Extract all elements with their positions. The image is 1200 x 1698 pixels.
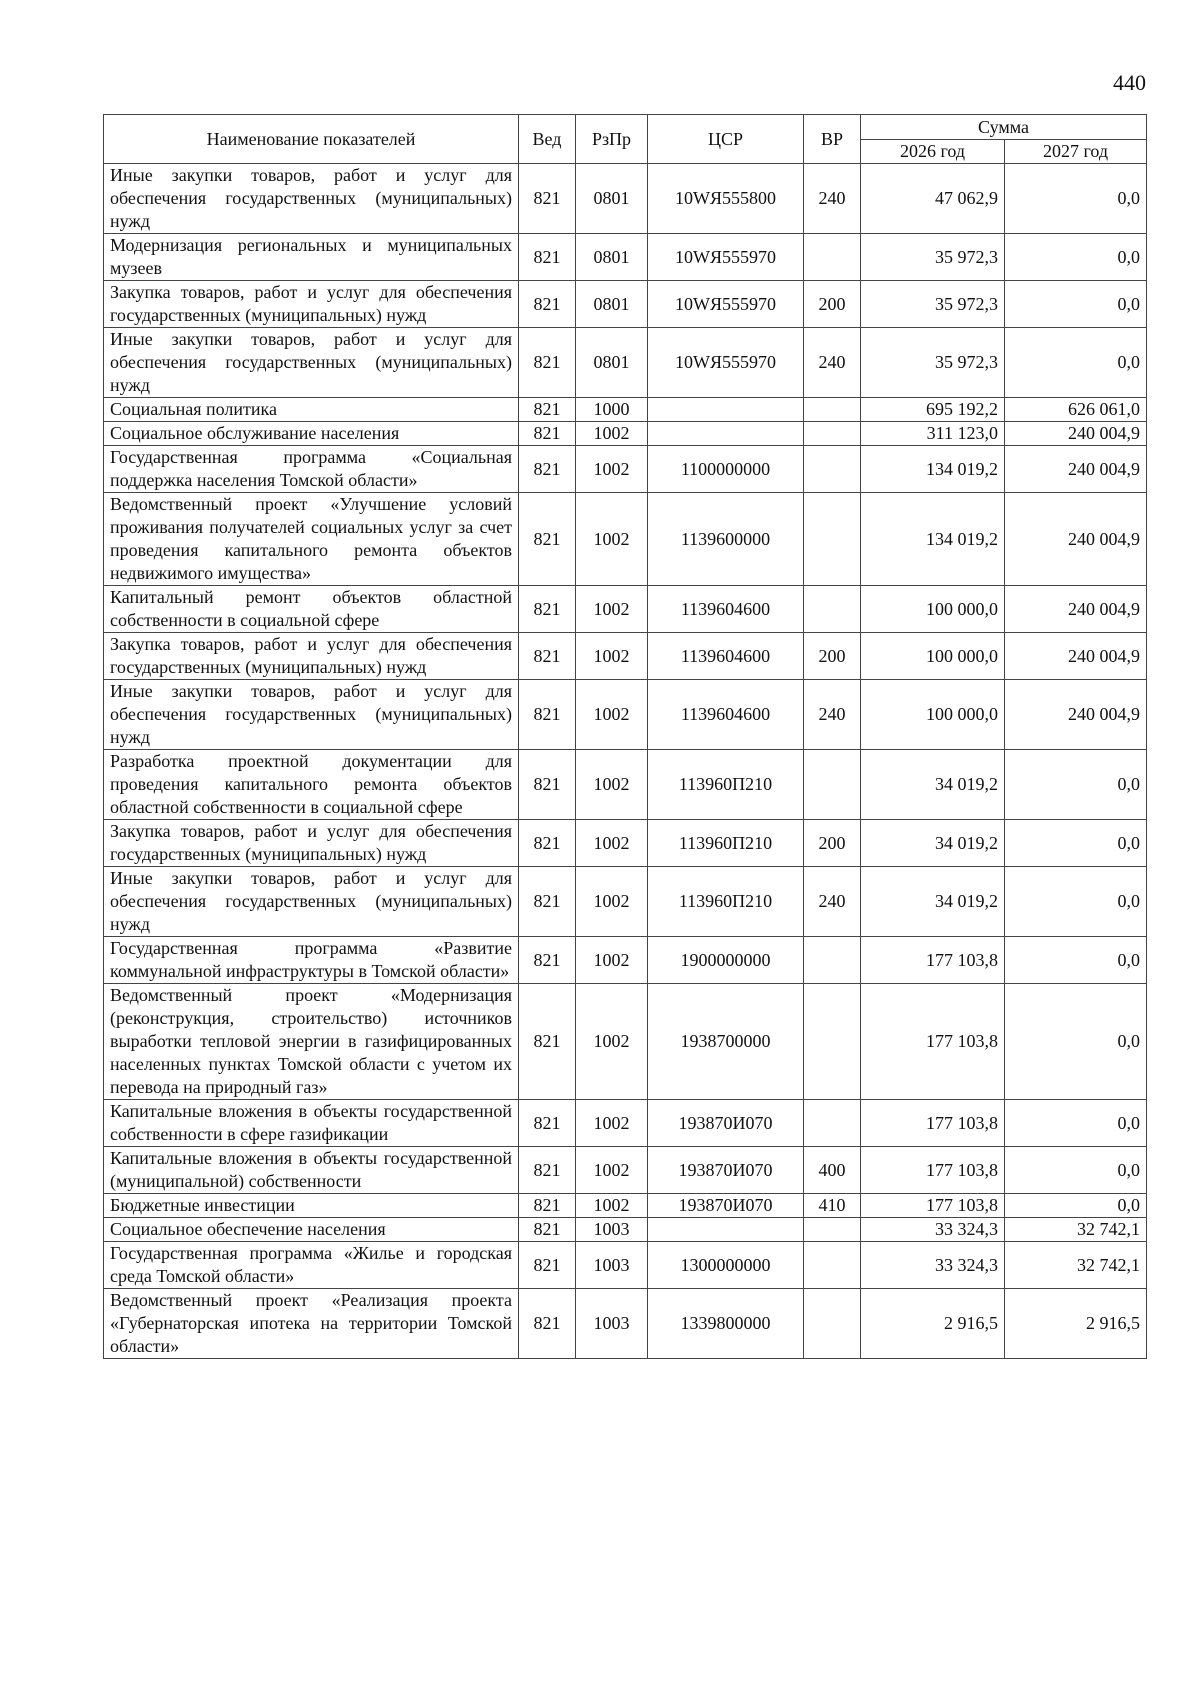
row-vr bbox=[804, 234, 861, 281]
table-row bbox=[104, 680, 1147, 750]
table-row bbox=[104, 1194, 1147, 1218]
row-vr bbox=[804, 398, 861, 422]
row-sum-2026: 47 062,9 bbox=[861, 164, 1005, 234]
row-vr: 200 bbox=[804, 633, 861, 680]
row-vr bbox=[804, 984, 861, 1100]
row-sum-2027: 0,0 bbox=[1005, 820, 1147, 867]
row-vr bbox=[804, 586, 861, 633]
row-ved: 821 bbox=[519, 1242, 576, 1289]
header-rzpr: РзПр bbox=[576, 115, 648, 164]
row-sum-2026: 34 019,2 bbox=[861, 820, 1005, 867]
row-ved: 821 bbox=[519, 328, 576, 398]
table-row bbox=[104, 493, 1147, 586]
row-sum-2027: 2 916,5 bbox=[1005, 1289, 1147, 1359]
row-ved: 821 bbox=[519, 398, 576, 422]
row-vr bbox=[804, 493, 861, 586]
row-csr: 193870И070 bbox=[648, 1194, 804, 1218]
row-sum-2026: 100 000,0 bbox=[861, 680, 1005, 750]
table-row bbox=[104, 234, 1147, 281]
row-rzpr: 0801 bbox=[576, 234, 648, 281]
row-csr: 10WЯ555970 bbox=[648, 234, 804, 281]
row-vr bbox=[804, 937, 861, 984]
row-sum-2026: 177 103,8 bbox=[861, 1100, 1005, 1147]
row-name: Иные закупки товаров, работ и услуг для обеспечения государственных (муниципальных) нужд bbox=[104, 328, 519, 398]
row-name: Разработка проектной документации для проведения капитального ремонта объектов областной собственности в социальной сфере bbox=[104, 750, 519, 820]
row-ved: 821 bbox=[519, 164, 576, 234]
table-row bbox=[104, 984, 1147, 1100]
row-ved: 821 bbox=[519, 446, 576, 493]
row-sum-2026: 2 916,5 bbox=[861, 1289, 1005, 1359]
header-year-2027: 2027 год bbox=[1005, 140, 1147, 164]
row-sum-2027: 0,0 bbox=[1005, 984, 1147, 1100]
row-sum-2027: 32 742,1 bbox=[1005, 1218, 1147, 1242]
row-rzpr: 1002 bbox=[576, 1147, 648, 1194]
row-vr: 400 bbox=[804, 1147, 861, 1194]
row-csr: 1100000000 bbox=[648, 446, 804, 493]
row-rzpr: 1002 bbox=[576, 984, 648, 1100]
row-name: Государственная программа «Социальная поддержка населения Томской области» bbox=[104, 446, 519, 493]
row-sum-2026: 33 324,3 bbox=[861, 1218, 1005, 1242]
row-sum-2026: 35 972,3 bbox=[861, 328, 1005, 398]
row-rzpr: 1002 bbox=[576, 867, 648, 937]
row-rzpr: 0801 bbox=[576, 164, 648, 234]
row-sum-2027: 240 004,9 bbox=[1005, 422, 1147, 446]
row-sum-2026: 177 103,8 bbox=[861, 1194, 1005, 1218]
row-vr: 240 bbox=[804, 164, 861, 234]
row-sum-2026: 34 019,2 bbox=[861, 750, 1005, 820]
row-name: Ведомственный проект «Улучшение условий проживания получателей социальных услуг за счет проведения капитального ремонта объектов недвижимого имущества» bbox=[104, 493, 519, 586]
row-csr: 1339800000 bbox=[648, 1289, 804, 1359]
row-vr bbox=[804, 1242, 861, 1289]
row-vr bbox=[804, 422, 861, 446]
row-vr: 240 bbox=[804, 328, 861, 398]
row-name: Капитальный ремонт объектов областной собственности в социальной сфере bbox=[104, 586, 519, 633]
row-rzpr: 1000 bbox=[576, 398, 648, 422]
row-csr: 1938700000 bbox=[648, 984, 804, 1100]
row-sum-2027: 240 004,9 bbox=[1005, 680, 1147, 750]
row-csr: 1139600000 bbox=[648, 493, 804, 586]
row-csr: 113960П210 bbox=[648, 867, 804, 937]
row-ved: 821 bbox=[519, 281, 576, 328]
row-csr: 193870И070 bbox=[648, 1147, 804, 1194]
row-rzpr: 1002 bbox=[576, 586, 648, 633]
row-ved: 821 bbox=[519, 1147, 576, 1194]
row-sum-2026: 134 019,2 bbox=[861, 493, 1005, 586]
row-sum-2026: 35 972,3 bbox=[861, 234, 1005, 281]
row-sum-2027: 0,0 bbox=[1005, 867, 1147, 937]
row-ved: 821 bbox=[519, 586, 576, 633]
row-sum-2027: 240 004,9 bbox=[1005, 633, 1147, 680]
header-ved: Вед bbox=[519, 115, 576, 164]
row-name: Закупка товаров, работ и услуг для обеспечения государственных (муниципальных) нужд bbox=[104, 633, 519, 680]
row-name: Ведомственный проект «Модернизация (реконструкция, строительство) источников выработки тепловой энергии в газифицированных населенных пунктах Томской области с учетом их перевода на природный газ» bbox=[104, 984, 519, 1100]
row-sum-2026: 34 019,2 bbox=[861, 867, 1005, 937]
row-ved: 821 bbox=[519, 1289, 576, 1359]
row-sum-2027: 240 004,9 bbox=[1005, 446, 1147, 493]
header-sum: Сумма bbox=[861, 115, 1147, 140]
table-body bbox=[104, 164, 1147, 1359]
page-number: 440 bbox=[1113, 70, 1146, 95]
row-ved: 821 bbox=[519, 493, 576, 586]
budget-table bbox=[103, 114, 1147, 1359]
row-sum-2027: 0,0 bbox=[1005, 281, 1147, 328]
row-rzpr: 1002 bbox=[576, 633, 648, 680]
table-row bbox=[104, 1289, 1147, 1359]
row-sum-2027: 0,0 bbox=[1005, 750, 1147, 820]
table-row bbox=[104, 586, 1147, 633]
row-ved: 821 bbox=[519, 984, 576, 1100]
row-rzpr: 1002 bbox=[576, 820, 648, 867]
row-rzpr: 1002 bbox=[576, 680, 648, 750]
row-name: Бюджетные инвестиции bbox=[104, 1194, 519, 1218]
row-rzpr: 1002 bbox=[576, 937, 648, 984]
header-year-2026: 2026 год bbox=[861, 140, 1005, 164]
header-vr: ВР bbox=[804, 115, 861, 164]
row-ved: 821 bbox=[519, 937, 576, 984]
row-csr: 113960П210 bbox=[648, 820, 804, 867]
row-sum-2027: 626 061,0 bbox=[1005, 398, 1147, 422]
table-row bbox=[104, 867, 1147, 937]
row-rzpr: 0801 bbox=[576, 281, 648, 328]
row-sum-2027: 0,0 bbox=[1005, 164, 1147, 234]
row-sum-2026: 311 123,0 bbox=[861, 422, 1005, 446]
table-row bbox=[104, 281, 1147, 328]
row-ved: 821 bbox=[519, 1194, 576, 1218]
row-name: Ведомственный проект «Реализация проекта «Губернаторская ипотека на территории Томской области» bbox=[104, 1289, 519, 1359]
row-sum-2027: 0,0 bbox=[1005, 234, 1147, 281]
table-row bbox=[104, 1218, 1147, 1242]
row-vr: 200 bbox=[804, 281, 861, 328]
row-rzpr: 1002 bbox=[576, 446, 648, 493]
table-row bbox=[104, 1147, 1147, 1194]
row-ved: 821 bbox=[519, 234, 576, 281]
row-csr: 1139604600 bbox=[648, 586, 804, 633]
row-sum-2026: 177 103,8 bbox=[861, 984, 1005, 1100]
row-ved: 821 bbox=[519, 820, 576, 867]
table-row bbox=[104, 164, 1147, 234]
row-name: Государственная программа «Жилье и городская среда Томской области» bbox=[104, 1242, 519, 1289]
row-sum-2027: 0,0 bbox=[1005, 1147, 1147, 1194]
row-ved: 821 bbox=[519, 867, 576, 937]
table-row bbox=[104, 422, 1147, 446]
row-rzpr: 1002 bbox=[576, 493, 648, 586]
row-csr: 1300000000 bbox=[648, 1242, 804, 1289]
row-name: Иные закупки товаров, работ и услуг для обеспечения государственных (муниципальных) нужд bbox=[104, 680, 519, 750]
row-name: Закупка товаров, работ и услуг для обеспечения государственных (муниципальных) нужд bbox=[104, 820, 519, 867]
row-csr: 1900000000 bbox=[648, 937, 804, 984]
row-sum-2027: 0,0 bbox=[1005, 328, 1147, 398]
row-ved: 821 bbox=[519, 1218, 576, 1242]
table-row bbox=[104, 937, 1147, 984]
table-row bbox=[104, 446, 1147, 493]
row-rzpr: 1002 bbox=[576, 1194, 648, 1218]
row-sum-2026: 100 000,0 bbox=[861, 586, 1005, 633]
row-name: Социальная политика bbox=[104, 398, 519, 422]
row-rzpr: 1002 bbox=[576, 1100, 648, 1147]
row-name: Социальное обслуживание населения bbox=[104, 422, 519, 446]
row-name: Иные закупки товаров, работ и услуг для обеспечения государственных (муниципальных) нужд bbox=[104, 867, 519, 937]
row-ved: 821 bbox=[519, 680, 576, 750]
row-sum-2027: 240 004,9 bbox=[1005, 493, 1147, 586]
row-name: Капитальные вложения в объекты государственной (муниципальной) собственности bbox=[104, 1147, 519, 1194]
row-name: Модернизация региональных и муниципальных музеев bbox=[104, 234, 519, 281]
row-vr bbox=[804, 1100, 861, 1147]
row-rzpr: 0801 bbox=[576, 328, 648, 398]
row-name: Государственная программа «Развитие коммунальной инфраструктуры в Томской области» bbox=[104, 937, 519, 984]
table-row bbox=[104, 820, 1147, 867]
row-csr: 10WЯ555970 bbox=[648, 281, 804, 328]
row-csr: 10WЯ555800 bbox=[648, 164, 804, 234]
row-rzpr: 1003 bbox=[576, 1289, 648, 1359]
row-sum-2026: 33 324,3 bbox=[861, 1242, 1005, 1289]
row-sum-2027: 240 004,9 bbox=[1005, 586, 1147, 633]
row-sum-2026: 134 019,2 bbox=[861, 446, 1005, 493]
table-row bbox=[104, 398, 1147, 422]
row-vr bbox=[804, 1289, 861, 1359]
row-csr: 1139604600 bbox=[648, 680, 804, 750]
row-csr: 10WЯ555970 bbox=[648, 328, 804, 398]
row-name: Социальное обеспечение населения bbox=[104, 1218, 519, 1242]
table-row bbox=[104, 750, 1147, 820]
row-sum-2027: 0,0 bbox=[1005, 1194, 1147, 1218]
row-ved: 821 bbox=[519, 750, 576, 820]
row-vr bbox=[804, 750, 861, 820]
row-sum-2027: 0,0 bbox=[1005, 937, 1147, 984]
row-csr bbox=[648, 422, 804, 446]
row-vr bbox=[804, 1218, 861, 1242]
row-name: Капитальные вложения в объекты государственной собственности в сфере газификации bbox=[104, 1100, 519, 1147]
row-vr bbox=[804, 446, 861, 493]
row-rzpr: 1002 bbox=[576, 422, 648, 446]
row-ved: 821 bbox=[519, 633, 576, 680]
table-row bbox=[104, 1242, 1147, 1289]
row-vr: 410 bbox=[804, 1194, 861, 1218]
row-vr: 200 bbox=[804, 820, 861, 867]
row-ved: 821 bbox=[519, 422, 576, 446]
header-name: Наименование показателей bbox=[104, 115, 519, 164]
row-sum-2026: 177 103,8 bbox=[861, 1147, 1005, 1194]
row-rzpr: 1003 bbox=[576, 1218, 648, 1242]
row-csr bbox=[648, 398, 804, 422]
row-csr: 193870И070 bbox=[648, 1100, 804, 1147]
row-vr: 240 bbox=[804, 867, 861, 937]
row-name: Иные закупки товаров, работ и услуг для обеспечения государственных (муниципальных) нужд bbox=[104, 164, 519, 234]
table-row bbox=[104, 1100, 1147, 1147]
table-row bbox=[104, 633, 1147, 680]
row-sum-2026: 35 972,3 bbox=[861, 281, 1005, 328]
row-sum-2026: 695 192,2 bbox=[861, 398, 1005, 422]
table-row bbox=[104, 328, 1147, 398]
row-sum-2026: 100 000,0 bbox=[861, 633, 1005, 680]
row-sum-2027: 32 742,1 bbox=[1005, 1242, 1147, 1289]
row-csr bbox=[648, 1218, 804, 1242]
row-csr: 113960П210 bbox=[648, 750, 804, 820]
row-rzpr: 1002 bbox=[576, 750, 648, 820]
row-sum-2026: 177 103,8 bbox=[861, 937, 1005, 984]
header-csr: ЦСР bbox=[648, 115, 804, 164]
row-ved: 821 bbox=[519, 1100, 576, 1147]
row-name: Закупка товаров, работ и услуг для обеспечения государственных (муниципальных) нужд bbox=[104, 281, 519, 328]
row-csr: 1139604600 bbox=[648, 633, 804, 680]
row-rzpr: 1003 bbox=[576, 1242, 648, 1289]
row-vr: 240 bbox=[804, 680, 861, 750]
row-sum-2027: 0,0 bbox=[1005, 1100, 1147, 1147]
